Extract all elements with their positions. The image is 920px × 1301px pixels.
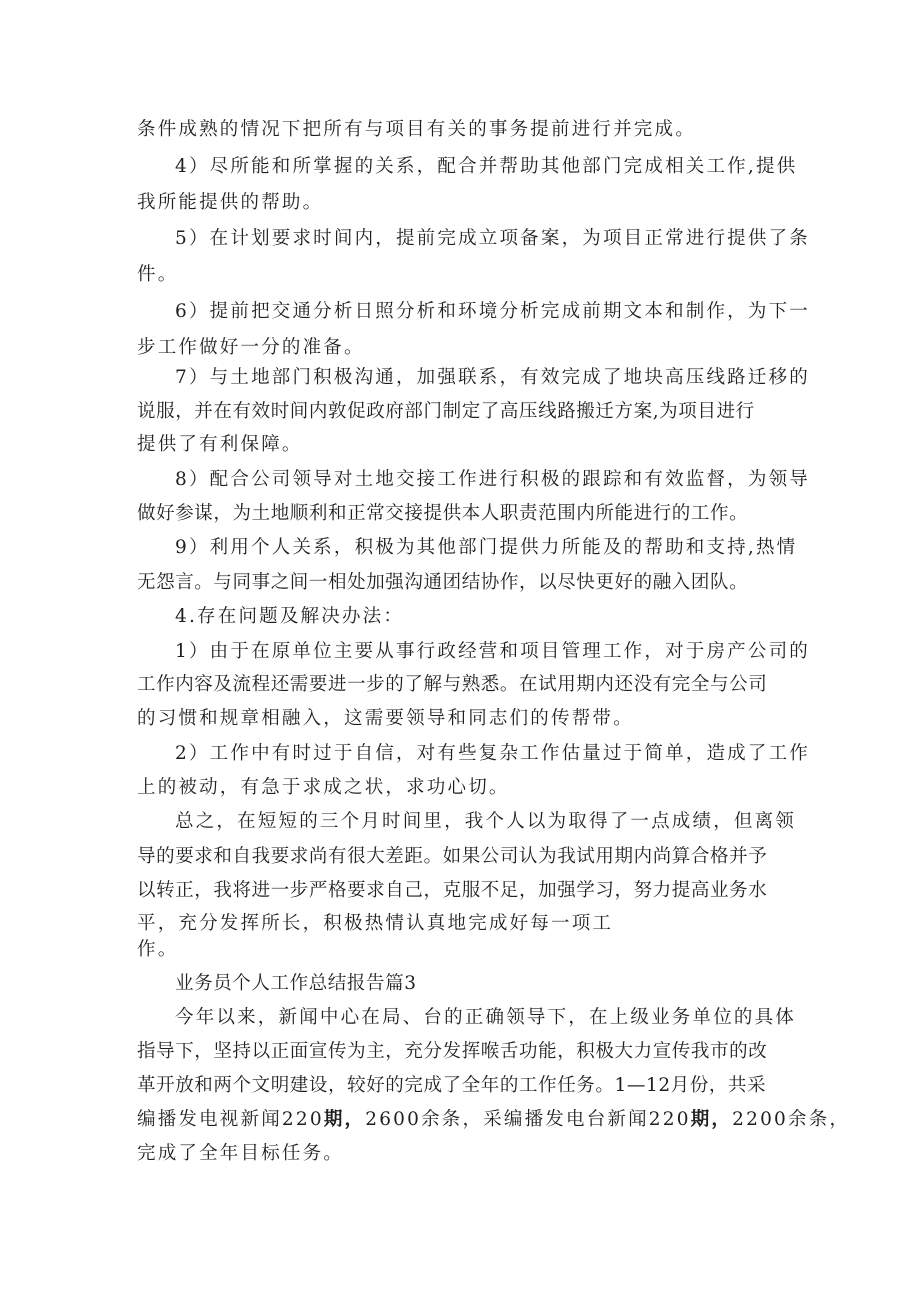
text-line: 6）提前把交通分析日照分析和环境分析完成前期文本和制作，为下一 (175, 301, 810, 322)
text-line: 总之，在短短的三个月时间里，我个人以为取得了一点成绩，但离领 (175, 811, 797, 832)
text-line: 工作内容及流程还需要进一步的了解与熟悉。在试用期内还没有完全与公司 (137, 674, 768, 695)
text-line: 件。 (137, 264, 179, 285)
text-segment: 2200余条， (732, 1109, 851, 1130)
text-line: 今年以来，新闻中心在局、台的正确领导下，在上级业务单位的具体 (175, 1007, 797, 1028)
text-line: 的习惯和规章相融入，这需要领导和同志们的传帮带。 (137, 708, 634, 729)
text-line: 我所能提供的帮助。 (137, 192, 324, 213)
text-line: 2）工作中有时过于自信，对有些复杂工作估量过于简单，造成了工作 (175, 743, 810, 764)
bold-text-segment: 期， (690, 1109, 733, 1130)
text-line: 无怨言。与同事之间一相处加强沟通团结协作，以尽快更好的融入团队。 (137, 572, 749, 593)
text-line: 8）配合公司领导对土地交接工作进行积极的跟踪和有效监督，为领导 (175, 469, 810, 490)
text-line: 条件成熟的情况下把所有与项目有关的事务提前进行并完成。 (137, 119, 696, 140)
text-line: 平，充分发挥所长，积极热情认真地完成好每一项工 (137, 913, 614, 934)
section-heading: 4.存在问题及解决办法： (175, 606, 405, 627)
text-line: 作。 (137, 939, 179, 960)
text-line: 5）在计划要求时间内，提前完成立项备案，为项目正常进行提供了条 (175, 228, 810, 249)
text-line: 7）与土地部门积极沟通，加强联系，有效完成了地块高压线路迁移的 (175, 367, 810, 388)
text-line: 上的被动，有急于求成之状，求功心切。 (137, 777, 510, 798)
text-line (137, 1108, 850, 1132)
text-line: 1）由于在原单位主要从事行政经营和项目管理工作，对于房产公司的 (175, 641, 810, 662)
text-line: 4）尽所能和所掌握的关系，配合并帮助其他部门完成相关工作,提供 (175, 156, 798, 177)
text-line: 导的要求和自我要求尚有很大差距。如果公司认为我试用期内尚算合格并予 (137, 846, 768, 867)
text-line: 以转正，我将进一步严格要求自己，克服不足，加强学习，努力提高业务水 (137, 880, 768, 901)
text-line: 完成了全年目标任务。 (137, 1143, 345, 1164)
text-line: 做好参谋，为土地顺利和正常交接提供本人职责范围内所能进行的工作。 (137, 503, 749, 524)
text-line: 9）利用个人关系，积极为其他部门提供力所能及的帮助和支持,热情 (175, 537, 798, 558)
text-line: 说服，并在有效时间内敦促政府部门制定了高压线路搬迁方案,为项目进行 (137, 401, 755, 422)
bold-text-segment: 期， (323, 1109, 366, 1130)
text-segment: 编播发电视新闻220 (137, 1109, 324, 1130)
text-line: 指导下，坚持以正面宣传为主，充分发挥喉舌功能，积极大力宣传我市的改 (137, 1041, 768, 1062)
section-title: 业务员个人工作总结报告篇3 (175, 973, 417, 994)
text-line: 革开放和两个文明建设，较好的完成了全年的工作任务。1—12月份，共采 (137, 1075, 767, 1096)
text-line: 提供了有利保障。 (137, 434, 303, 455)
text-segment: 2600余条，采编播发电台新闻220 (365, 1109, 691, 1130)
text-line: 步工作做好一分的准备。 (137, 337, 365, 358)
